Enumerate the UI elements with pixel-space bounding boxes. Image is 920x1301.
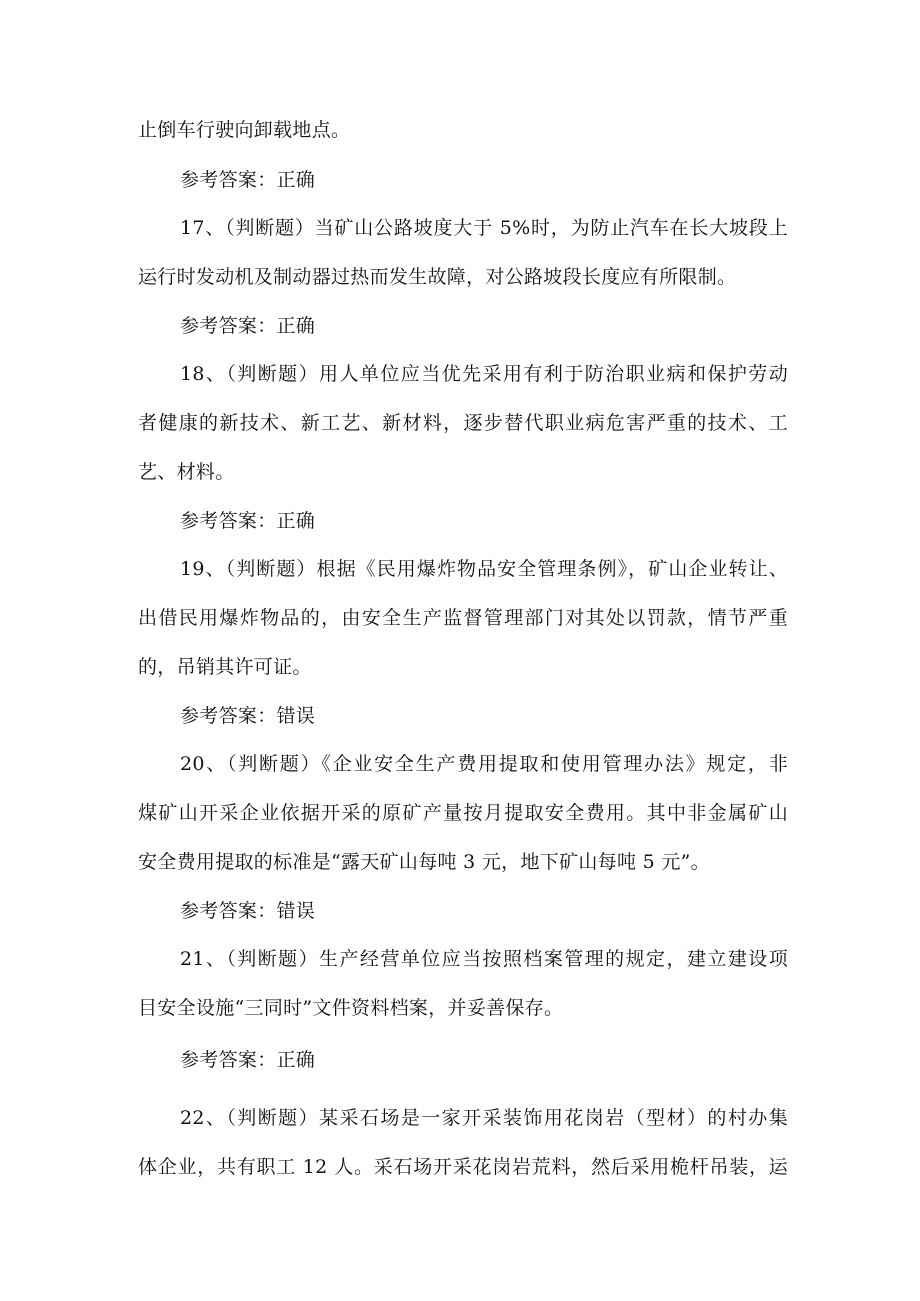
answer-16: 参考答案：正确	[180, 169, 316, 191]
question-19-line-2: 出借民用爆炸物品的，由安全生产监督管理部门对其处以罚款，情节严重	[138, 607, 788, 629]
answer-20: 参考答案：错误	[180, 900, 316, 922]
answer-21: 参考答案：正确	[180, 1049, 316, 1071]
question-18-line-3: 艺、材料。	[138, 461, 235, 483]
question-20-line-3: 安全费用提取的标准是“露天矿山每吨 3 元，地下矿山每吨 5 元”。	[138, 851, 710, 873]
question-19-line-1: 19、（判断题）根据《民用爆炸物品安全管理条例》，矿山企业转让、	[180, 558, 788, 580]
question-17-line-1: 17、（判断题）当矿山公路坡度大于 5%时，为防止汽车在长大坡段上	[180, 217, 788, 239]
question-19-line-3: 的，吊销其许可证。	[138, 656, 312, 678]
question-18-line-2: 者健康的新技术、新工艺、新材料，逐步替代职业病危害严重的技术、工	[138, 412, 788, 434]
answer-19: 参考答案：错误	[180, 705, 316, 727]
question-21-line-2: 目安全设施“三同时”文件资料档案，并妥善保存。	[138, 997, 564, 1019]
question-20-line-2: 煤矿山开采企业依据开采的原矿产量按月提取安全费用。其中非金属矿山	[138, 802, 788, 824]
question-20-line-1: 20、（判断题）《企业安全生产费用提取和使用管理办法》规定，非	[180, 753, 788, 775]
question-22-line-1: 22、（判断题）某采石场是一家开采装饰用花岗岩（型材）的村办集	[180, 1107, 788, 1129]
answer-17: 参考答案：正确	[180, 315, 316, 337]
question-21-line-1: 21、（判断题）生产经营单位应当按照档案管理的规定，建立建设项	[180, 948, 788, 970]
question-18-line-1: 18、（判断题）用人单位应当优先采用有利于防治职业病和保护劳动	[180, 363, 788, 385]
question-16-text-end: 止倒车行驶向卸载地点。	[138, 119, 351, 141]
question-17-line-2: 运行时发动机及制动器过热而发生故障，对公路坡段长度应有所限制。	[138, 266, 737, 288]
question-22-line-2: 体企业，共有职工 12 人。采石场开采花岗岩荒料，然后采用桅杆吊装，运	[138, 1156, 788, 1178]
answer-18: 参考答案：正确	[180, 510, 316, 532]
